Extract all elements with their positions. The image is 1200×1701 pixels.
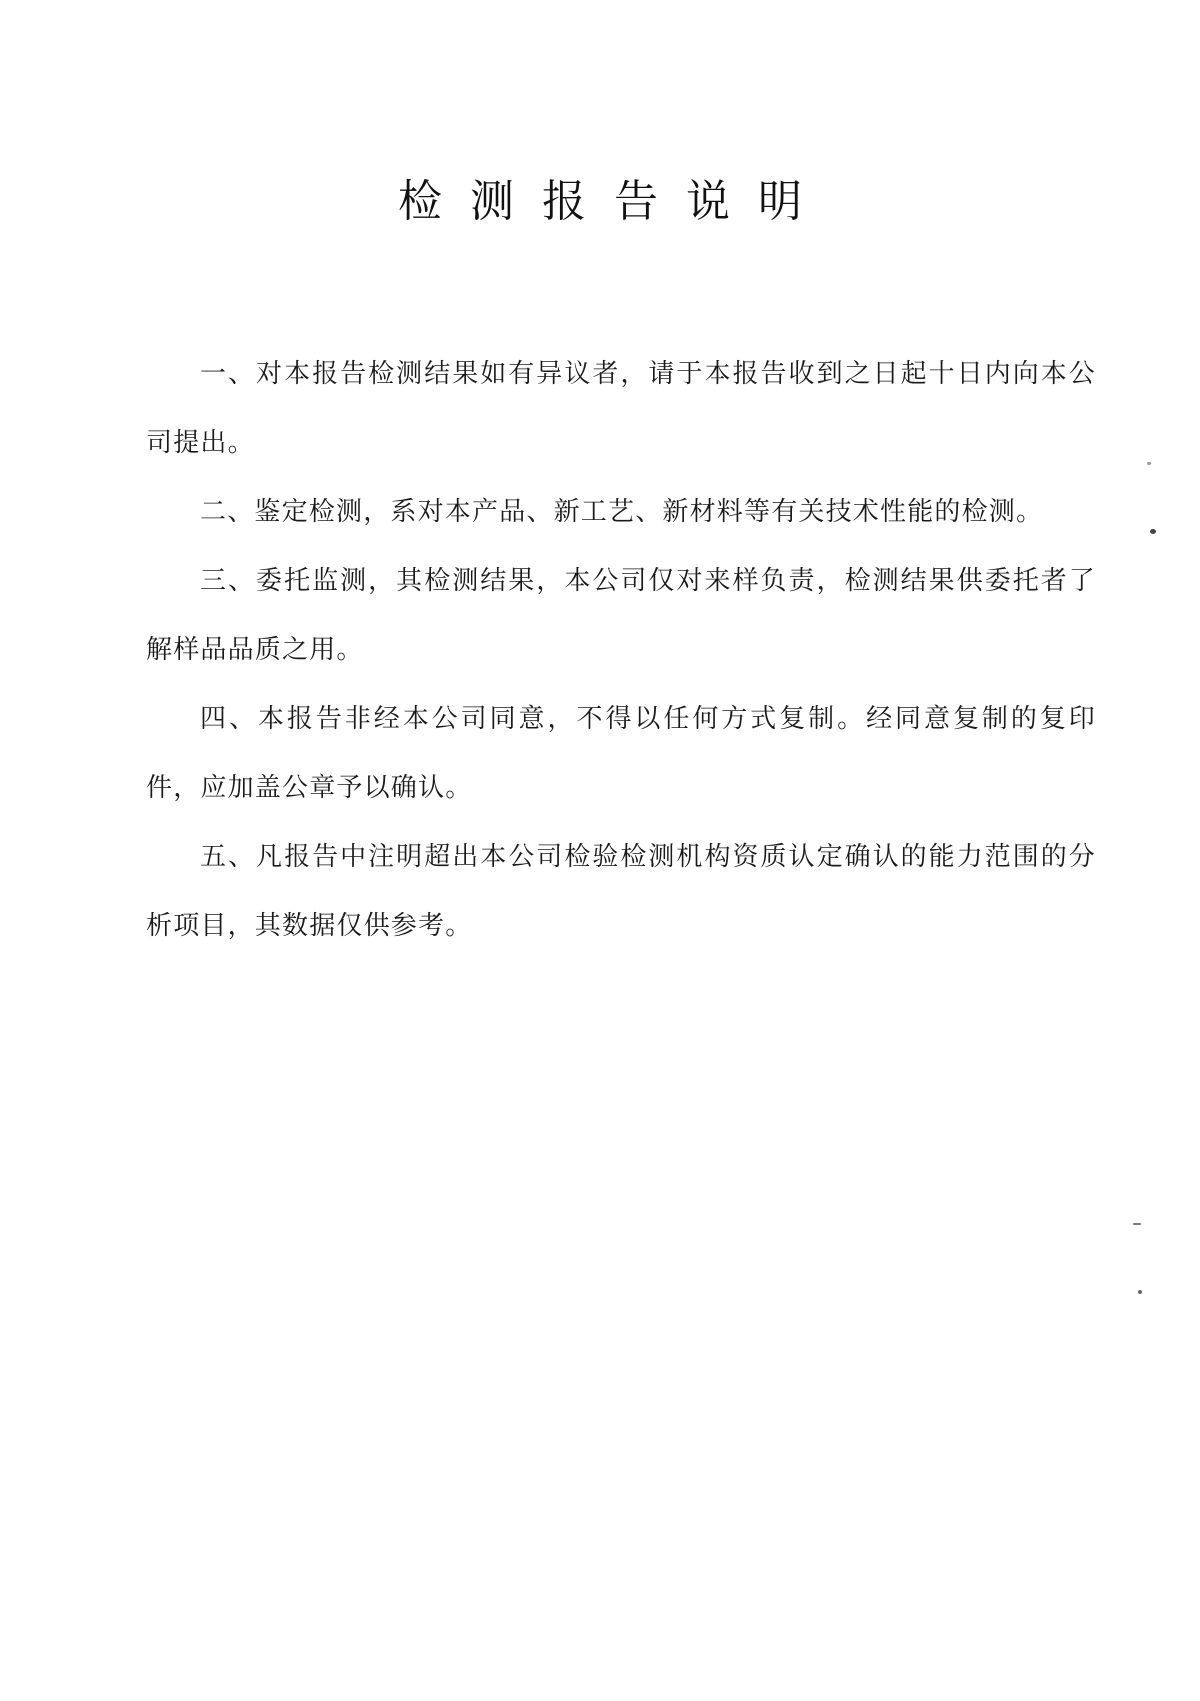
scan-speck <box>1150 529 1156 534</box>
paragraph-1: 一、对本报告检测结果如有异议者，请于本报告收到之日起十日内向本公司提出。 <box>146 359 1096 458</box>
paragraph-4: 四、本报告非经本公司同意，不得以任何方式复制。经同意复制的复印件，应加盖公章予以确认。 <box>146 704 1096 803</box>
scan-speck <box>1147 462 1151 465</box>
document-title: 检测报告说明 <box>398 176 830 227</box>
document-body <box>146 340 1096 961</box>
paragraph-5: 五、凡报告中注明超出本公司检验检测机构资质认定确认的能力范围的分析项目，其数据仅供参考。 <box>146 842 1096 941</box>
paragraph-2: 二、鉴定检测，系对本产品、新工艺、新材料等有关技术性能的检测。 <box>200 497 1044 527</box>
paragraph-3: 三、委托监测，其检测结果，本公司仅对来样负责，检测结果供委托者了解样品品质之用。 <box>146 566 1096 665</box>
scan-speck <box>1133 1223 1141 1225</box>
scan-speck <box>1138 1290 1142 1294</box>
